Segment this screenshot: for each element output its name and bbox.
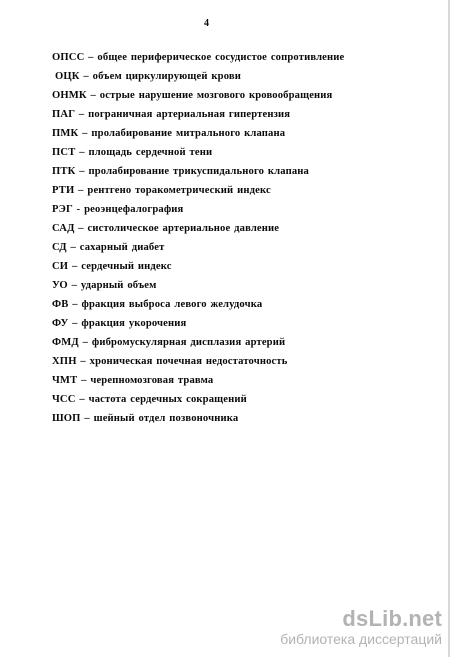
- watermark-brand: dsLib.net: [342, 606, 442, 631]
- abbreviation-item-chss: ЧСС – частота сердечных сокращений: [52, 394, 247, 405]
- abbreviation-item-uo: УО – ударный объем: [52, 280, 157, 291]
- abbreviation-item-rti: РТИ – рентгено торакометрический индекс: [52, 185, 271, 196]
- abbreviation-item-fu: ФУ – фракция укорочения: [52, 318, 187, 329]
- abbreviation-item-pmk: ПМК – пролабирование митрального клапана: [52, 128, 286, 139]
- abbreviation-item-hpn: ХПН – хроническая почечная недостаточность: [52, 356, 288, 367]
- abbreviation-item-ptk: ПТК – пролабирование трикуспидального клапана: [52, 166, 309, 177]
- watermark-tagline: библиотека диссертаций: [280, 631, 442, 647]
- page-number: 4: [204, 18, 209, 29]
- abbreviation-item-pag: ПАГ – пограничная артериальная гипертензия: [52, 109, 291, 120]
- abbreviation-item-pst: ПСТ – площадь сердечной тени: [52, 147, 213, 158]
- abbreviation-item-si: СИ – сердечный индекс: [52, 261, 172, 272]
- watermark: [280, 608, 442, 647]
- abbreviation-item-opss: ОПСС – общее периферическое сосудистое сопротивление: [52, 52, 345, 63]
- abbreviation-item-sd: СД – сахарный диабет: [52, 242, 165, 253]
- abbreviation-item-fv: ФВ – фракция выброса левого желудочка: [52, 299, 263, 310]
- abbreviation-item-shop: ШОП – шейный отдел позвоночника: [52, 413, 239, 424]
- abbreviation-item-onmk: ОНМК – острые нарушение мозгового кровообращения: [52, 90, 333, 101]
- abbreviation-item-sad: САД – систолическое артериальное давление: [52, 223, 280, 234]
- abbreviation-item-chmt: ЧМТ – черепномозговая травма: [52, 375, 214, 386]
- abbreviation-item-ock: ОЦК – объем циркулирующей крови: [55, 71, 242, 82]
- abbreviation-list: [52, 48, 344, 428]
- abbreviation-item-fmd: ФМД – фибромускулярная дисплазия артерий: [52, 337, 286, 348]
- abbreviation-item-reg: РЭГ - реоэнцефалография: [52, 204, 184, 215]
